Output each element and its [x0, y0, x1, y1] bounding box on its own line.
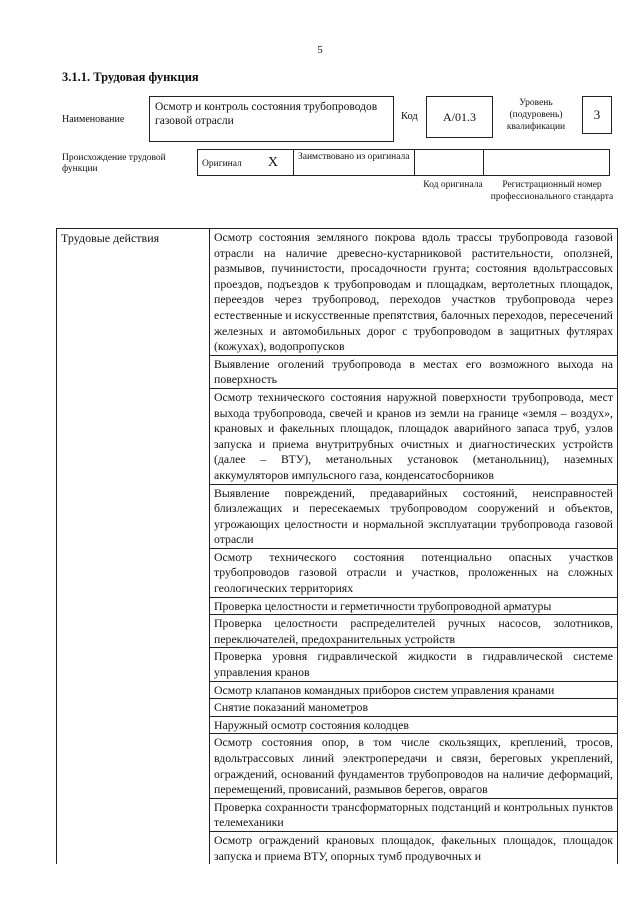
reg-number-caption: Регистрационный номер профессионального стандарта: [490, 180, 614, 202]
action-item: Выявление оголений трубопровода в местах его возможного выхода на поверхность: [210, 356, 617, 389]
action-item: Осмотр технического состояния наружной поверхности трубопровода, мест выхода трубопровода, свечей и кранов из земли на границе «земля – воздух», крановых и факельных площадок, площадок аварийного запаса труб, узлов запуска и приема внутритрубных очистных и диагностических устройств (далее – ВТУ), метанольных установок (метанольниц), наземных аккумуляторов импульсного газа, конденсатосборников: [210, 389, 617, 485]
borrowed-cell: Заимствовано из оригинала: [294, 150, 415, 176]
action-item: Осмотр состояния опор, в том числе скользящих, креплений, тросов, вдольтрассовых линий электропередачи и связи, береговых укреплений, ограждений, оснований фундаментов трубопроводов на наличие деформаций, перемещений, провисаний, размывов берегов, оврагов: [210, 734, 617, 798]
original-mark: X: [267, 154, 278, 170]
level-label: Уровень (подуровень) квалификации: [506, 98, 566, 132]
original-label: Оригинал: [202, 158, 242, 169]
original-cell: [198, 150, 294, 176]
origin-table: [197, 149, 610, 176]
page-number: 5: [317, 44, 323, 56]
code-value-box: А/01.3: [426, 96, 493, 138]
actions-list: [210, 229, 618, 865]
action-item: Осмотр ограждений крановых площадок, факельных площадок, площадок запуска и приема ВТУ, опорных тумб продувочных и: [214, 832, 613, 863]
action-item: Проверка целостности распределителей ручных насосов, золотников, переключателей, предохранительных устройств: [210, 615, 617, 648]
name-label: Наименование: [62, 114, 125, 125]
action-item: Проверка целостности и герметичности трубопроводной арматуры: [210, 598, 617, 616]
actions-label: Трудовые действия: [57, 229, 210, 865]
action-item: Осмотр состояния земляного покрова вдоль трассы трубопровода газовой отрасли на наличие древесно-кустарниковой растительности, оползней, размывов, пучинистости, просадочности грунта; состояния вдольтрассовых проездов, подъездов к трубопроводам и площадкам, вертолетных площадок, переездов через трубопровод, переходов участков трубопровода через естественные и искусственные препятствия, балочных переходов, пересечений железных и автомобильных дорог с трубопроводом в защитных футлярах (кожухах), водопропусков: [210, 229, 617, 356]
action-item: Выявление повреждений, предаварийных состояний, неисправностей близлежащих и пересекаемых трубопроводом сооружений и объектов, угрожающих целостности и нормальной эксплуатации трубопровода газовой отрасли: [210, 485, 617, 549]
code-label: Код: [401, 111, 418, 122]
origin-label: Происхождение трудовой функции: [62, 153, 166, 174]
actions-table: [56, 228, 618, 864]
reg-number-cell: [484, 150, 610, 176]
level-value-box: 3: [582, 96, 612, 134]
action-item: Проверка сохранности трансформаторных подстанций и контрольных пунктов телемеханики: [210, 799, 617, 832]
action-item: Наружный осмотр состояния колодцев: [210, 717, 617, 735]
action-item: Проверка уровня гидравлической жидкости в гидравлической системе управления кранов: [210, 648, 617, 681]
section-title: 3.1.1. Трудовая функция: [62, 70, 199, 84]
code-original-caption: Код оригинала: [423, 180, 483, 190]
action-item: Осмотр технического состояния потенциально опасных участков трубопроводов газовой отрасли и участков, проложенных на сложных геологических территориях: [210, 549, 617, 598]
function-name-box: Осмотр и контроль состояния трубопроводов газовой отрасли: [149, 96, 394, 142]
action-item: Осмотр клапанов командных приборов систем управления кранами: [210, 682, 617, 700]
action-item: Снятие показаний манометров: [210, 699, 617, 717]
code-original-cell: [415, 150, 484, 176]
